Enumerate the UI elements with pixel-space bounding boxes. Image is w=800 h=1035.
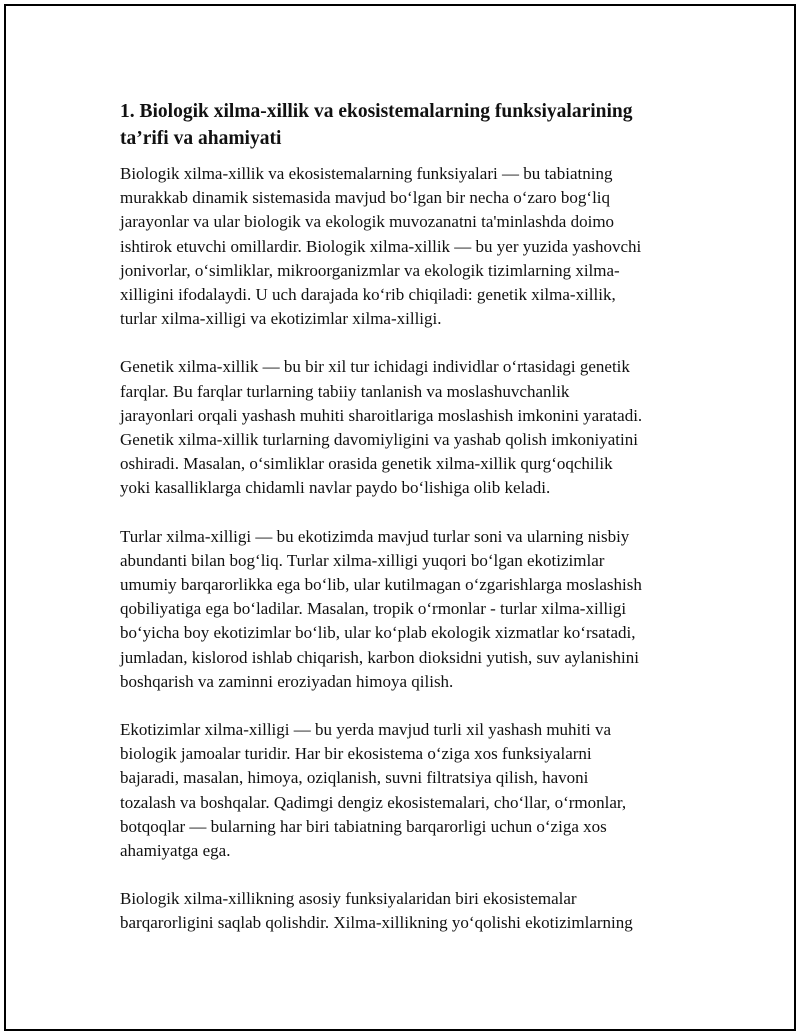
paragraph-intro xyxy=(120,162,680,331)
text-line: jarayonlar va ular biologik va ekologik muvozanatni ta'minlashda doimo xyxy=(120,212,615,232)
text-line: Biologik xilma-xillik va ekosistemalarning funksiyalari — bu tabiatning xyxy=(120,164,613,183)
text-line: ishtirok etuvchi omillardir. Biologik xilma-xillik — bu yer yuzida yashovchi xyxy=(120,236,642,256)
text-line: murakkab dinamik sistemasida mavjud bo‘lgan bir necha o‘zaro bog‘liq xyxy=(120,188,611,208)
text-line: Biologik xilma-xillikning asosiy funksiyalaridan biri ekosistemalar xyxy=(120,889,577,909)
text-line: farqlar. Bu farqlar turlarning tabiiy tanlanish va moslashuvchanlik xyxy=(120,381,570,401)
text-line: Genetik xilma-xillik turlarning davomiyligini va yashab qolish imkoniyatini xyxy=(120,430,638,450)
text-line: Turlar xilma-xilligi — bu ekotizimda mavjud turlar soni va ularning nisbiy xyxy=(120,526,630,546)
text-line: jonivorlar, o‘simliklar, mikroorganizmlar va ekologik tizimlarning xilma- xyxy=(120,260,620,280)
text-line: abundanti bilan bog‘liq. Turlar xilma-xilligi yuqori bo‘lgan ekotizimlar xyxy=(120,550,605,570)
text-line: tozalash va boshqalar. Qadimgi dengiz ekosistemalari, cho‘llar, o‘rmonlar, xyxy=(120,792,627,812)
paragraph-genetic-diversity xyxy=(120,355,680,500)
text-line: botqoqlar — bularning har biri tabiatning barqarorligi uchun o‘ziga xos xyxy=(120,816,607,836)
document-body xyxy=(120,98,680,960)
text-line: biologik jamoalar turidir. Har bir ekosistema o‘ziga xos funksiyalarni xyxy=(120,744,592,764)
heading-line: ta’rifi va ahamiyati xyxy=(120,128,282,149)
text-line: turlar xilma-xilligi va ekotizimlar xilma-xilligi. xyxy=(120,309,442,329)
text-line: barqarorligini saqlab qolishdir. Xilma-xillikning yo‘qolishi ekotizimlarning xyxy=(120,913,633,933)
text-line: qobiliyatiga ega bo‘ladilar. Masalan, tropik o‘rmonlar - turlar xilma-xilligi xyxy=(120,599,627,619)
text-line: jarayonlari orqali yashash muhiti sharoitlariga moslashish imkonini yaratadi. xyxy=(120,405,643,425)
text-line: Ekotizimlar xilma-xilligi — bu yerda mavjud turli xil yashash muhiti va xyxy=(120,720,612,740)
paragraph-ecosystem-diversity xyxy=(120,718,680,863)
text-line: umumiy barqarorlikka ega bo‘lib, ular kutilmagan o‘zgarishlarga moslashish xyxy=(120,575,642,595)
text-line: bo‘yicha boy ekotizimlar bo‘lib, ular ko‘plab ekologik xizmatlar ko‘rsatadi, xyxy=(120,623,636,643)
section-heading xyxy=(120,98,680,152)
text-line: bajaradi, masalan, himoya, oziqlanish, suvni filtratsiya qilish, havoni xyxy=(120,768,589,788)
text-line: oshiradi. Masalan, o‘simliklar orasida genetik xilma-xillik qurg‘oqchilik xyxy=(120,454,613,474)
text-line: xilligini ifodalaydi. U uch darajada ko‘rib chiqiladi: genetik xilma-xillik, xyxy=(120,285,616,305)
paragraph-species-diversity xyxy=(120,525,680,694)
text-line: jumladan, kislorod ishlab chiqarish, karbon dioksidni yutish, suv aylanishini xyxy=(120,647,639,667)
heading-line: 1. Biologik xilma-xillik va ekosistemalarning funksiyalarining xyxy=(120,101,633,122)
text-line: Genetik xilma-xillik — bu bir xil tur ichidagi individlar o‘rtasidagi genetik xyxy=(120,357,630,377)
paragraph-functions xyxy=(120,887,680,935)
text-line: yoki kasalliklarga chidamli navlar paydo bo‘lishiga olib keladi. xyxy=(120,478,551,498)
text-line: ahamiyatga ega. xyxy=(120,841,231,861)
page-frame xyxy=(4,4,796,1031)
text-line: boshqarish va zaminni eroziyadan himoya qilish. xyxy=(120,671,454,691)
